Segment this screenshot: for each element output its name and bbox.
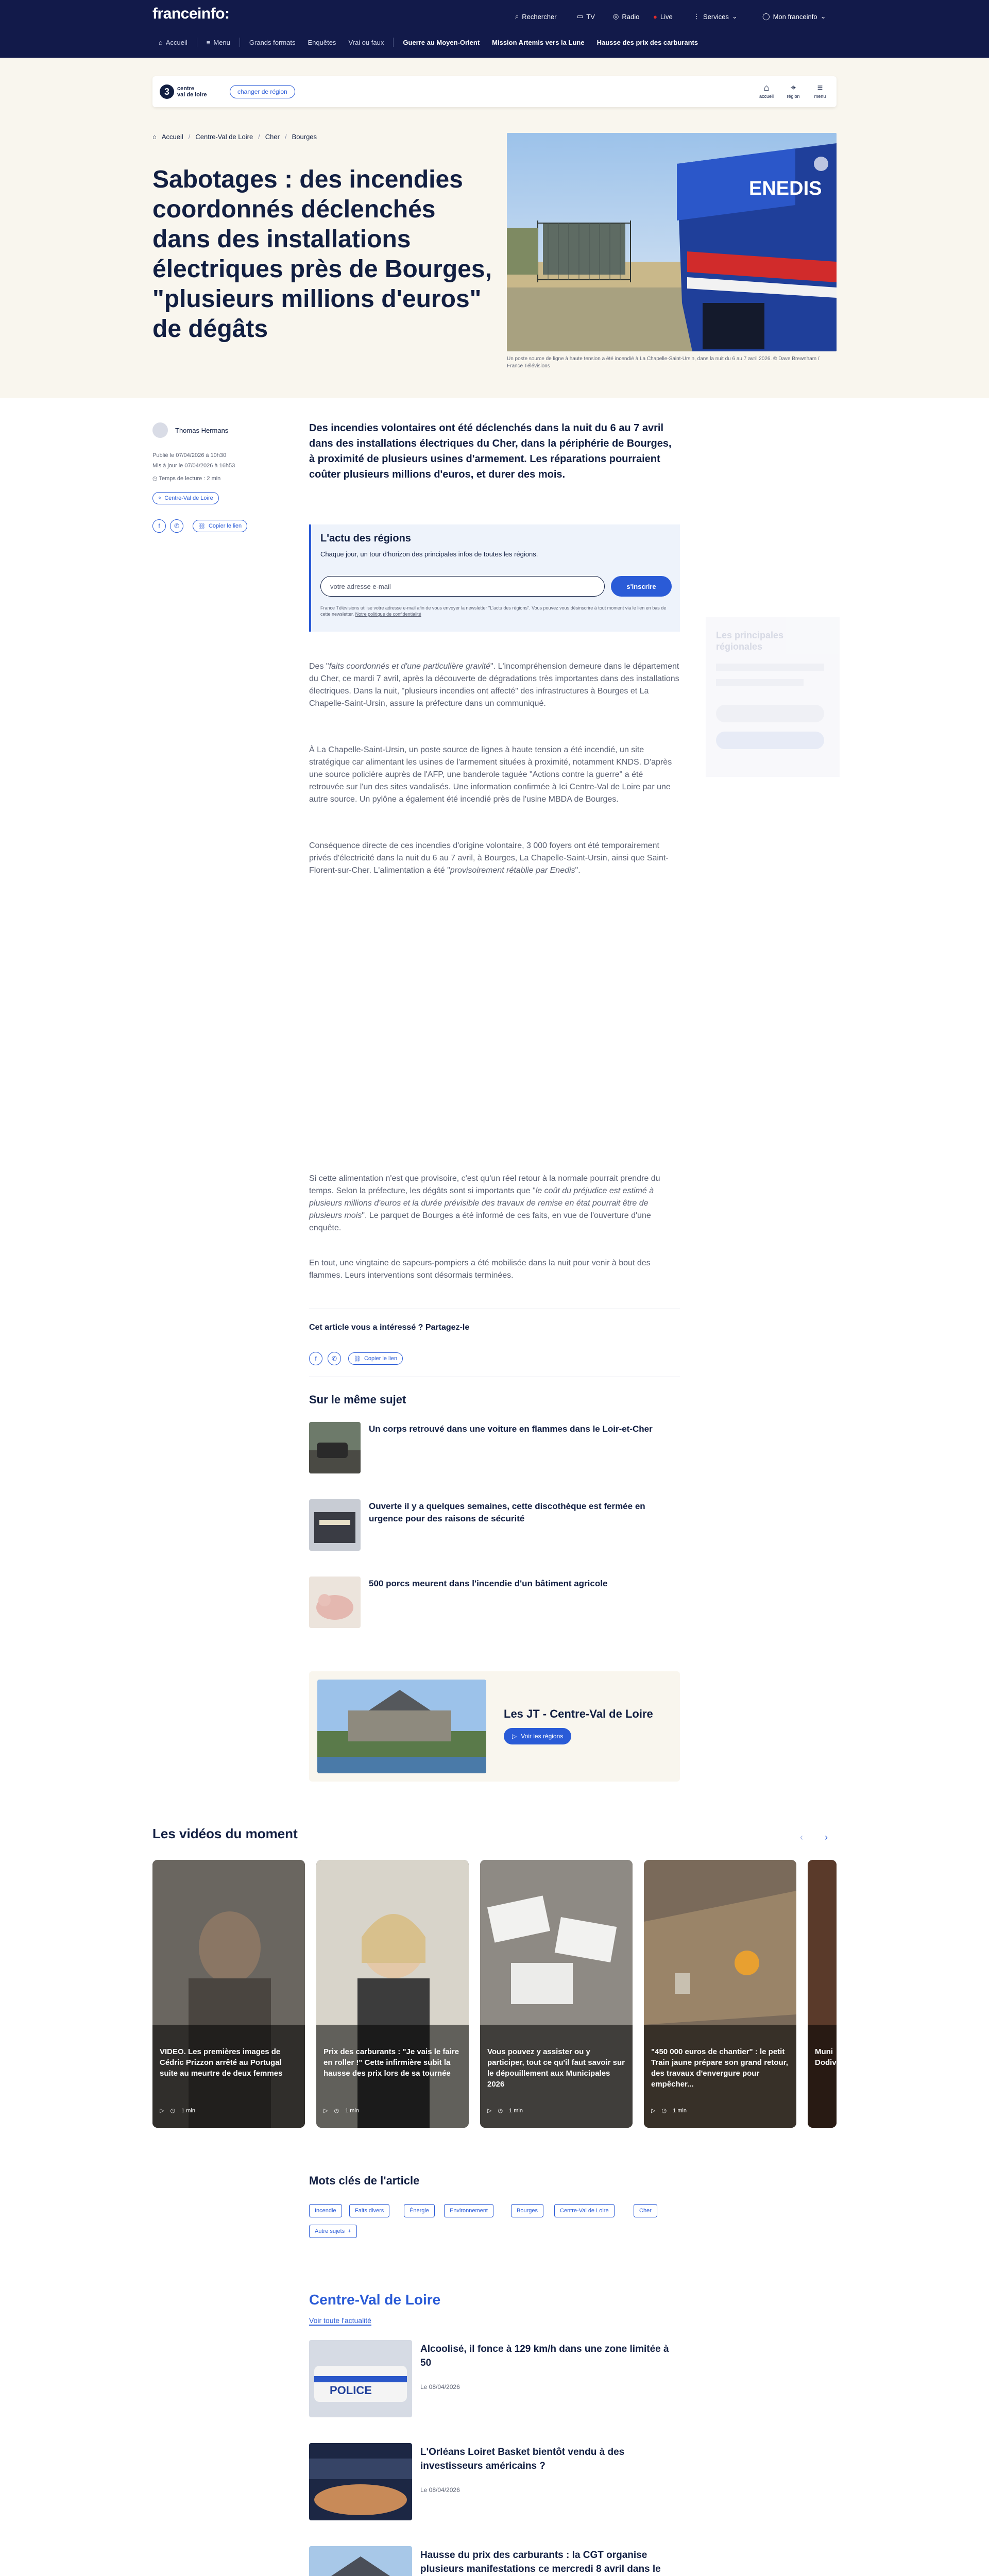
keyword-tag[interactable]: Environnement	[444, 2204, 493, 2217]
video-title: Prix des carburants : "Je vais le faire en roller !" Cette infirmière subit la hausse des prix lors de sa tournée	[323, 2047, 459, 2078]
home-icon: ⌂	[763, 82, 770, 93]
paragraph: Si cette alimentation n'est que provisoire, c'est qu'un réel retour à la normale pourrait prendre du temps. Selon la préfecture, les dégâts sont si importants que "le coût du préjudice est estimé à plusieurs millions d'euros et la durée prévisible des travaux de remise en état pourrait être de plusieurs mois". Le parquet de Bourges a été informé de ces faits, en vue de l'ouverture d'une enquête.	[309, 1174, 660, 1232]
clock-icon: ◷	[152, 476, 159, 482]
region-home-button[interactable]: ⌂ accueil	[756, 81, 777, 103]
pin-icon: ⌖	[790, 82, 796, 93]
image-caption: Un poste source de ligne à haute tension a été incendié à La Chapelle-Saint-Ursin, dans la nuit du 6 au 7 avril 2026. © Dave Brewnham / France Télévisions	[507, 356, 820, 369]
video-card[interactable]	[644, 1860, 796, 2128]
play-icon: ▷	[323, 2108, 328, 2114]
hero-image	[507, 133, 837, 351]
video-meta: ▷ ◷ 1 min	[160, 2107, 195, 2114]
jt-title: Les JT - Centre-Val de Loire	[504, 1707, 653, 1720]
nav-hot-topic[interactable]: Hausse des prix des carburants	[596, 38, 698, 46]
jt-image	[317, 1680, 486, 1773]
regional-article-image	[309, 2340, 412, 2417]
published-date: Publié le 07/04/2026 à 10h30	[152, 452, 227, 459]
keyword-tag[interactable]: Cher	[634, 2204, 657, 2217]
regional-article-image	[309, 2443, 412, 2520]
region-tag[interactable]: ⌖ Centre-Val de Loire	[152, 492, 219, 504]
nav-vrai-faux[interactable]: Vrai ou faux	[348, 38, 384, 46]
whatsapp-share-button[interactable]	[170, 519, 183, 533]
paragraph: En tout, une vingtaine de sapeurs-pompiers a été mobilisée dans la nuit pour venir à bout des flammes. Leurs interventions sont désormais terminées.	[309, 1259, 651, 1280]
region-select-button[interactable]: ⌖ région	[783, 81, 804, 103]
regional-article-date: Le 08/04/2026	[420, 2486, 460, 2494]
paragraph: Conséquence directe de ces incendies d'origine volontaire, 3 000 foyers ont été temporairement privés d'électricité dans la nuit du 6 au 7 avril, à Bourges, La Chapelle-Saint-Ursin, ainsi que Saint-Florent-sur-Cher. L'alimentation a été "provisoirement rétablie par Enedis".	[309, 841, 669, 875]
home-icon: ⌂	[159, 38, 163, 46]
nav-hot-topic[interactable]: Guerre au Moyen-Orient	[403, 38, 480, 46]
regional-article-image	[309, 2546, 412, 2576]
top-navigation	[0, 0, 989, 58]
prev-arrow-icon[interactable]: ‹	[800, 1832, 803, 1842]
placeholder-button	[716, 732, 824, 749]
breadcrumb-item[interactable]: Cher	[265, 133, 280, 141]
related-title-text: Un corps retrouvé dans une voiture en flammes dans le Loir-et-Cher	[369, 1424, 653, 1434]
newsletter-legal: France Télévisions utilise votre adresse e-mail afin de vous envoyer la newsletter "L'actu des régions". Vous pouvez vous désinscrire à tout moment via le lien en bas de cette newsletter. Notre politique de confidentialité	[320, 605, 667, 617]
related-title-text: 500 porcs meurent dans l'incendie d'un bâtiment agricole	[369, 1579, 608, 1588]
newsletter-subtitle: Chaque jour, un tour d'horizon des principales infos de toutes les régions.	[320, 550, 538, 558]
region-menu-button[interactable]: ≡ menu	[810, 81, 830, 103]
regional-article-title: Alcoolisé, il fonce à 129 km/h dans une zone limitée à 50	[420, 2344, 669, 2368]
keyword-tag-more[interactable]: Autre sujets +	[309, 2225, 357, 2238]
tv-icon: ▭	[577, 12, 584, 20]
paragraph: À La Chapelle-Saint-Ursin, un poste source de lignes à haute tension a été incendié, un site stratégique car alimentant les usines de l'armement situées à proximité, notamment KNDS. D'après une source policière auprès de l'AFP, une banderole taguée "Actions contre la guerre" a été retrouvée sur l'un des sites vandalisés. Une information confirmée à Ici Centre-Val de Loire par une autre source. Un pylône a également été incendié près de l'usine MBDA de Bourges.	[309, 745, 672, 804]
related-item[interactable]	[309, 1422, 680, 1473]
placeholder-bar	[716, 664, 824, 671]
avatar	[152, 422, 168, 438]
regional-all-link[interactable]: Voir toute l'actualité	[309, 2316, 371, 2325]
chevron-down-icon: ⌄	[731, 12, 738, 20]
video-meta: ▷ ◷ 1 min	[651, 2107, 687, 2114]
facebook-icon: f	[158, 522, 160, 530]
newsletter-box	[309, 524, 680, 632]
facebook-icon: f	[315, 1355, 317, 1362]
breadcrumb-item[interactable]: Bourges	[292, 133, 317, 141]
tv-link[interactable]: ▭ TV	[577, 12, 595, 21]
menu-icon: ≡	[206, 38, 211, 46]
region-name: centre	[177, 86, 195, 92]
search-link[interactable]: ⌕ Rechercher	[515, 12, 557, 21]
author-name[interactable]: Thomas Hermans	[175, 427, 229, 434]
jt-regions-button[interactable]: ▷ Voir les régions	[504, 1728, 571, 1744]
facebook-share-button[interactable]	[152, 519, 166, 533]
whatsapp-icon: ✆	[331, 1355, 337, 1362]
site-logo[interactable]: franceinfo:	[152, 5, 230, 22]
nav-enquetes[interactable]: Enquêtes	[308, 38, 336, 46]
sidebar-promo	[706, 617, 840, 777]
share-title: Cet article vous a intéressé ? Partagez-le	[309, 1323, 470, 1332]
sidebar-promo-title: Les principales régionales	[716, 630, 784, 652]
radio-icon: ◎	[613, 12, 619, 20]
video-card[interactable]	[808, 1860, 837, 2128]
chevron-down-icon: ⌄	[820, 12, 826, 20]
clock-icon: ◷	[170, 2108, 176, 2114]
clock-icon: ◷	[661, 2108, 667, 2114]
video-meta: ▷ ◷ 1 min	[323, 2107, 359, 2114]
video-card[interactable]	[316, 1860, 469, 2128]
regional-article[interactable]	[309, 2443, 680, 2520]
search-icon: ⌕	[515, 12, 519, 20]
copy-link-button[interactable]: ⛓ Copier le lien	[193, 520, 247, 532]
jt-promo	[309, 1671, 680, 1782]
article-lead: Des incendies volontaires ont été déclenchés dans la nuit du 6 au 7 avril dans des installations électriques du Cher, dans la périphérie de Bourges, à proximité de plusieurs usines d'armement. Les réparations pourraient coûter plusieurs millions d'euros, et durer des mois.	[309, 422, 672, 480]
secondary-nav	[152, 35, 704, 49]
change-region-button[interactable]: changer de région	[230, 85, 295, 98]
related-thumbnail	[309, 1577, 361, 1628]
live-link[interactable]: ● Live	[653, 12, 673, 21]
related-thumbnail	[309, 1422, 361, 1473]
related-title-text: Ouverte il y a quelques semaines, cette discothèque est fermée en urgence pour des raisons de sécurité	[369, 1501, 645, 1523]
breadcrumb-item[interactable]: Centre-Val de Loire	[195, 133, 253, 141]
live-dot-icon: ●	[653, 12, 657, 21]
home-icon: ⌂	[152, 133, 157, 141]
radio-link[interactable]: ◎ Radio	[613, 12, 640, 21]
placeholder-bar	[716, 679, 804, 686]
privacy-link[interactable]: Notre politique de confidentialité	[355, 612, 421, 617]
keyword-tag[interactable]: Incendie	[309, 2204, 342, 2217]
newsletter-title: L'actu des régions	[320, 533, 411, 544]
regional-article-date: Le 08/04/2026	[420, 2383, 460, 2391]
regional-title[interactable]: Centre-Val de Loire	[309, 2292, 441, 2308]
related-title: Sur le même sujet	[309, 1393, 406, 1406]
link-icon: ⛓	[354, 1355, 361, 1362]
account-menu[interactable]: ◯ Mon franceinfo ⌄	[762, 12, 826, 21]
nav-hot-topic[interactable]: Mission Artemis vers la Lune	[492, 38, 585, 46]
grid-icon: ⋮	[693, 12, 700, 20]
play-icon: ▷	[512, 1733, 517, 1740]
newsletter-email-input[interactable]: votre adresse e-mail	[320, 576, 605, 597]
menu-icon: ≡	[817, 82, 823, 93]
related-item[interactable]	[309, 1577, 680, 1628]
video-card[interactable]	[152, 1860, 305, 2128]
plus-icon: +	[348, 2228, 351, 2234]
video-card[interactable]	[480, 1860, 633, 2128]
clock-icon: ◷	[334, 2108, 339, 2114]
region-bar	[152, 76, 837, 107]
region-logo[interactable]	[160, 83, 209, 100]
keywords-title: Mots clés de l'article	[309, 2174, 420, 2187]
nav-grands-formats[interactable]: Grands formats	[249, 38, 296, 46]
video-title: Muni Dodiv	[815, 2047, 837, 2067]
copy-link-button[interactable]: ⛓ Copier le lien	[348, 1352, 403, 1365]
related-thumbnail	[309, 1499, 361, 1551]
video-title: "450 000 euros de chantier" : le petit Train jaune prépare son grand retour, des travaux d'envergure pour empêcher...	[651, 2047, 788, 2089]
related-item[interactable]	[309, 1499, 680, 1551]
play-icon: ▷	[487, 2108, 492, 2114]
breadcrumb: ⌂ Accueil / Centre-Val de Loire / Cher / Bourges	[152, 133, 317, 141]
article-header-band	[0, 58, 989, 398]
region-name: val de loire	[177, 92, 207, 98]
ad-slot	[309, 907, 680, 1164]
regional-article-title: Hausse du prix des carburants : la CGT organise plusieurs manifestations ce mercredi 8 avril dans le	[420, 2550, 661, 2574]
video-title: VIDEO. Les premières images de Cédric Prizzon arrêté au Portugal suite au meurtre de deux femmes	[160, 2047, 283, 2078]
paragraph: Des "faits coordonnés et d'une particulière gravité". L'incompréhension demeure dans le département du Cher, ce mardi 7 avril, après la découverte de dégradations très importantes dans des installations électriques. Dans la nuit, "plusieurs incendies ont affecté" des infrastructures à Bourges et La Chapelle-Saint-Ursin, assure la préfecture dans un communiqué.	[309, 662, 679, 708]
pin-icon: ⌖	[158, 495, 162, 501]
keyword-tag[interactable]: Énergie	[404, 2204, 435, 2217]
services-menu[interactable]: ⋮ Services ⌄	[693, 12, 738, 21]
police-car-text: POLICE	[330, 2384, 372, 2397]
reading-time: ◷ Temps de lecture : 2 min	[152, 476, 221, 482]
divider	[393, 38, 394, 47]
video-meta: ▷ ◷ 1 min	[487, 2107, 523, 2114]
enedis-logo-text: ENEDIS	[749, 178, 822, 199]
keyword-tag[interactable]: Bourges	[511, 2204, 543, 2217]
nav-home[interactable]: ⌂ Accueil	[159, 38, 187, 46]
regional-article-title: L'Orléans Loiret Basket bientôt vendu à des investisseurs américains ?	[420, 2447, 625, 2471]
france3-logo: 3	[160, 84, 174, 99]
article-title: Sabotages : des incendies coordonnés déclenchés dans des installations électriques près de Bourges, "plusieurs millions d'euros" de dégâts	[152, 166, 492, 343]
clock-icon: ◷	[498, 2108, 503, 2114]
videos-title: Les vidéos du moment	[152, 1826, 298, 1841]
whatsapp-share-button[interactable]	[328, 1352, 341, 1365]
play-icon: ▷	[651, 2108, 656, 2114]
nav-menu[interactable]: ≡ Menu	[206, 38, 230, 46]
whatsapp-icon: ✆	[174, 522, 180, 530]
keyword-tag[interactable]: Centre-Val de Loire	[554, 2204, 615, 2217]
newsletter-subscribe-button[interactable]: s'inscrire	[611, 576, 672, 597]
placeholder-input	[716, 705, 824, 722]
link-icon: ⛓	[198, 523, 206, 530]
regional-article[interactable]	[309, 2546, 680, 2576]
next-arrow-icon[interactable]: ›	[825, 1832, 828, 1842]
updated-date: Mis à jour le 07/04/2026 à 16h53	[152, 463, 235, 469]
video-title: Vous pouvez y assister ou y participer, tout ce qu'il faut savoir sur le dépouillement aux Municipales 2026	[487, 2047, 625, 2089]
keyword-tag[interactable]: Faits divers	[349, 2204, 389, 2217]
regional-article[interactable]	[309, 2340, 680, 2417]
play-icon: ▷	[160, 2108, 164, 2114]
user-icon: ◯	[762, 12, 770, 20]
breadcrumb-item[interactable]: Accueil	[161, 133, 183, 141]
facebook-share-button[interactable]	[309, 1352, 322, 1365]
